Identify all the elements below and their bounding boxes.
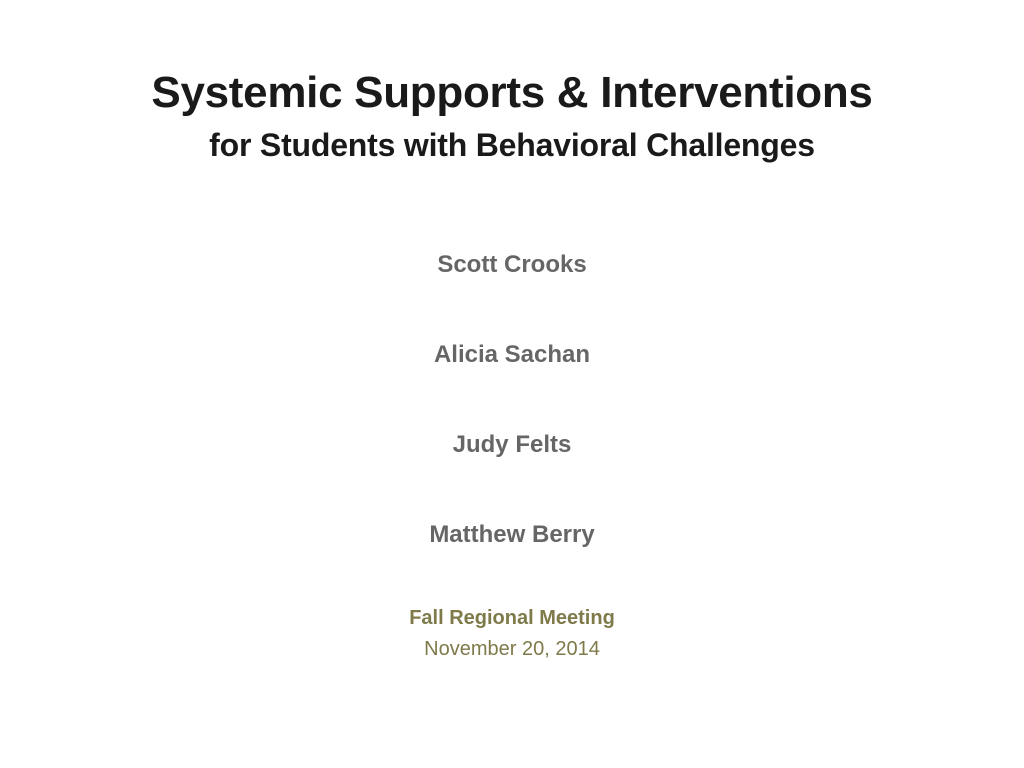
event-date: November 20, 2014 — [424, 638, 600, 660]
slide-title: Systemic Supports & Interventions — [151, 68, 873, 117]
author-name: Judy Felts — [452, 431, 572, 458]
author-name: Scott Crooks — [437, 251, 587, 278]
author-name: Matthew Berry — [429, 521, 595, 548]
event-name: Fall Regional Meeting — [409, 607, 615, 629]
title-block — [0, 66, 1024, 166]
slide-subtitle: for Students with Behavioral Challenges — [209, 127, 815, 163]
author-name: Alicia Sachan — [433, 341, 591, 368]
